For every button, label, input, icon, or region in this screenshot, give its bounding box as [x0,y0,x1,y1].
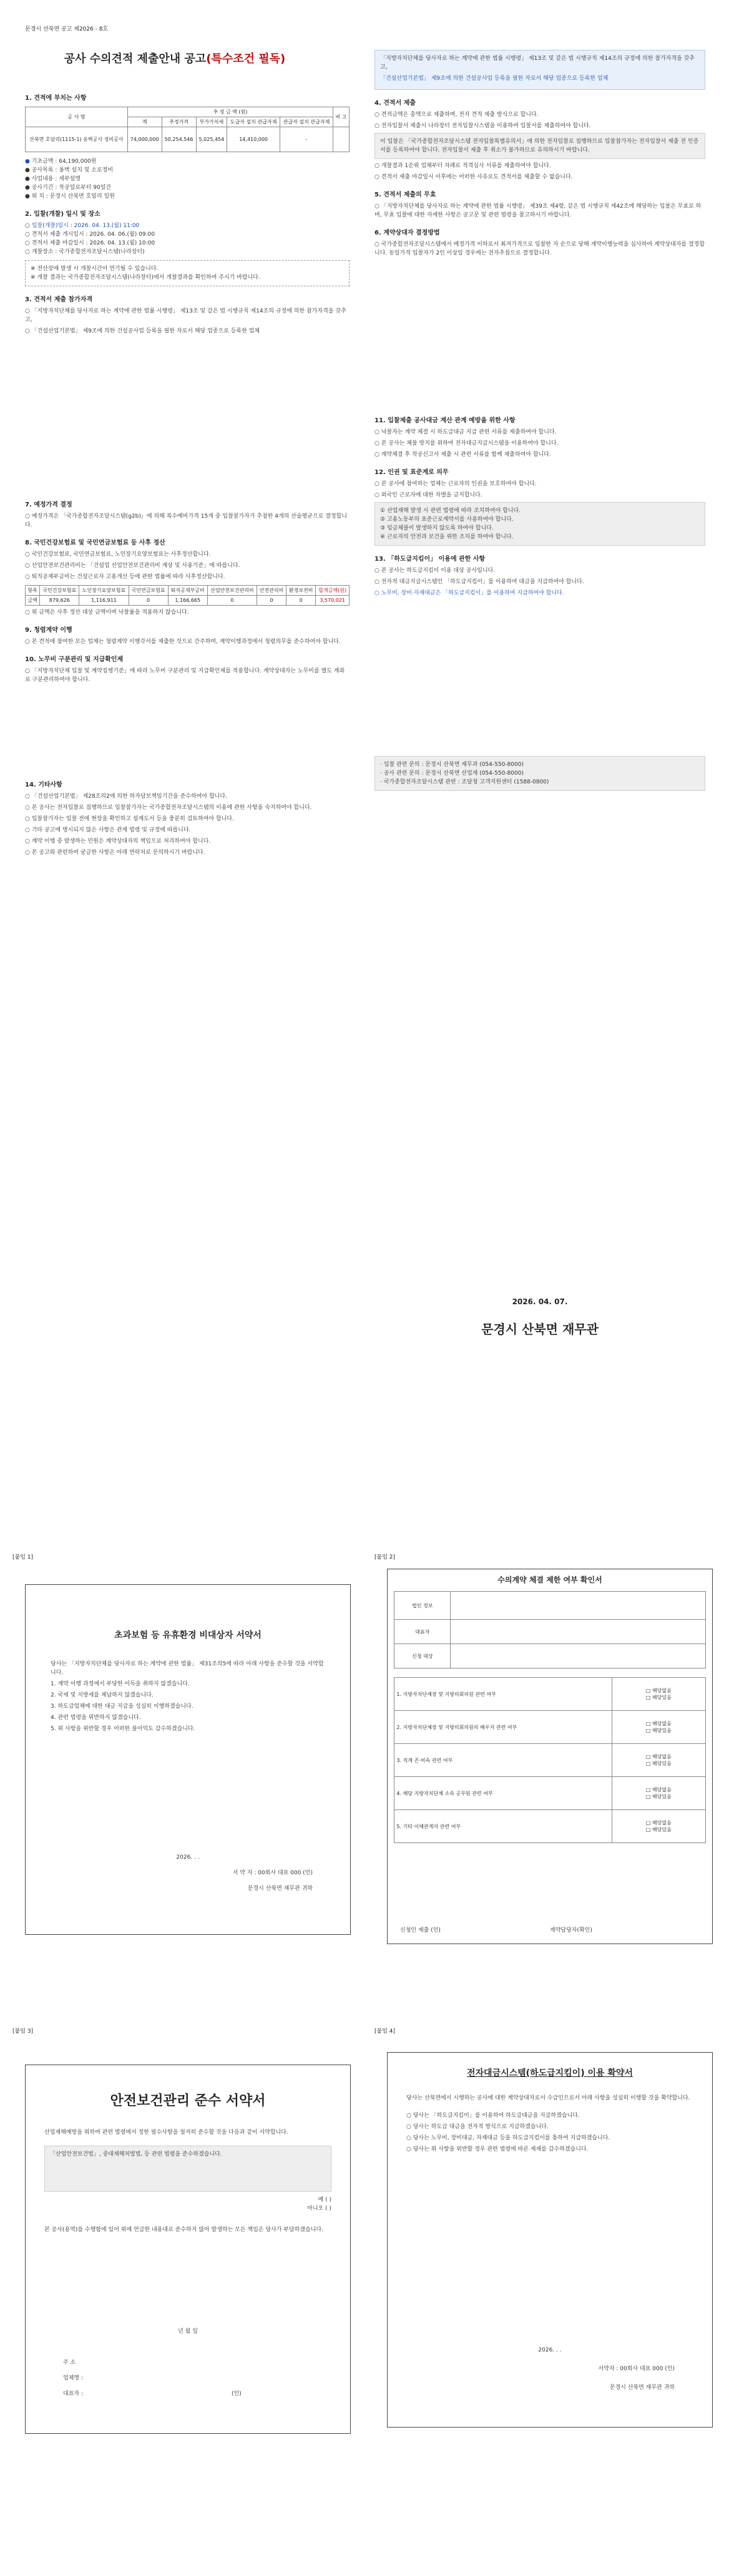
bullet-2: ● 공사목록 : 옹벽 설치 및 소로정비 [25,167,114,173]
th-amount: 추 정 금 액 (원) [127,107,333,117]
section-5-heading: 5. 견적서 제출의 무효 [374,191,436,198]
bullet-3: ● 사업내용 : 세부설명 [25,176,81,182]
section-3-heading: 3. 견적서 제출 참가자격 [25,296,93,303]
th-note: 비 고 [333,107,349,127]
title-main: 공사 수의견적 제출안내 공고 [64,52,207,65]
form4-caption: [붙임 4] [374,2028,395,2035]
section-1-heading: 1. 견적에 부치는 사항 [25,95,87,102]
check-no[interactable]: 아니오 ( ) [307,2206,331,2212]
spacer [25,338,350,500]
bullet-5: ● 위 치 : 문경시 산북면 호암리 일원 [25,193,115,200]
section-12-heading: 12. 인권 및 표준계로 의무 [374,469,449,476]
check-yes[interactable]: 예 ( ) [318,2197,331,2203]
form2-caption: [붙임 2] [374,1554,395,1561]
form3-box: 「산업안전보건법」, 중대재해처벌법, 등 관련 법령을 준수하겠습니다. [44,2146,331,2192]
section-8-heading: 8. 국민건강보험료 및 국민연금보험료 등 사후 정산 [25,540,165,546]
form1-caption: [붙임 1] [12,1554,33,1561]
form3-title: 안전보건관리 준수 서약서 [110,2093,266,2109]
section-9-heading: 9. 청렴계약 이행 [25,627,72,634]
form2-info-table: 법인 정보 대표자 신청 대상 [394,1591,705,1668]
labor-box: ① 산업재해 발생 시 관련 법령에 따라 조치하여야 합니다. ② 고용노동부의 표준근로계약서를 사용하여야 합니다. ③ 임금체불이 발생하지 않도록 하여야 합니다. ④ 근로자의 안전과 보건을 위한 조치를 하여야 합니다. [374,502,705,546]
estimate-table: 공 사 명 추 정 금 액 (원) 비 고 계 추정가격 부가가치세 도급자 설치 관급자재 관급자 설치 관급자재 산북면 호암리(1115-1) 옹벽공사 정비공사 74,000,000 50,254,546 5,025,454 14,410,000 - [25,107,350,152]
footer-date: 2026. 04. 07. [512,1297,568,1306]
form4-panel: 전자대금시스템(하도급지킴이) 이용 확약서 당사는 산북면에서 시행하는 공사에 대한 계약상대자로서 수급인으로서 아래 사항을 성실히 이행할 것을 확약합니다. ○ 당사는 「하도급지킴이」를 이용하여 하도급대금을 지급하겠습니다. ○ 당사는 하도급 대금을 전자적 방식으로 지급하겠습니다. ○ 당사는 노무비, 장비대금, 자재대금 등을 하도급지킴이를 통하여 지급하겠습니다. ○ 당사는 위 사항을 위반할 경우 관련 법령에 따른 제재를 감수하겠습니다. 2026. . . 서약자 : 00회사 대표 000 (인) 문경시 산북면 재무관 귀하 [387,2052,713,2428]
document-title [0,50,350,66]
section-2-heading: 2. 입찰(개찰) 일시 및 장소 [25,211,100,218]
bullet-1: ● 기초금액 : 64,190,000원 [25,158,97,165]
document-id: 문경시 산북면 공고 제2026 - 8호 [25,26,109,32]
section-13-heading: 13. 「하도급지킴이」 이용에 관한 사항 [374,556,486,563]
form2-panel: 수의계약 체결 제한 여부 확인서 법인 정보 대표자 신청 대상 1. 지방자치단체장 및 지방의회의원 관련 여부 □ 해당없음 □ 해당있음 2. 지방자치단체장 및 지방의회의원의 배우자 관련 여부 □ 해당없음 □ 해당있음 3. 직계 존·비속 관련 여부 □ 해당없음 □ 해당있음 4. 해당 지방자치단체 소속 공무원 관련 여부 □ 해당없음 □ 해당있음 5. 기타 이해관계자 관련 여부 □ 해당없음 □ 해당있음 신청인 제출 (인) 계약담당자(확인) [387,1569,713,1944]
section-4-heading: 4. 견적서 제출 [374,100,416,107]
form2-title: 수의계약 체결 제한 여부 확인서 [497,1576,602,1584]
td-project-name: 산북면 호암리(1115-1) 옹벽공사 정비공사 [26,127,128,152]
form1-panel: 초과보험 등 유휴환경 비대상자 서약서 당사는 「지방자치단체를 당사자로 하는 계약에 관한 법률」 제31조의5에 따라 아래 사항을 준수할 것을 서약합니다. 1. 계약 이행 과정에서 부당한 이득을 취하지 않겠습니다. 2. 국세 및 지방세를 체납하지 않겠습니다. 3. 하도급업체에 대한 대금 지급을 성실히 이행하겠습니다. 4. 관련 법령을 위반하지 않겠습니다. 5. 위 사항을 위반할 경우 어떠한 불이익도 감수하겠습니다. 2026. . . 서 약 자 : 00회사 대표 000 (인) 문경시 산북면 재무관 귀하 [25,1584,351,1935]
th-project: 공 사 명 [26,107,128,127]
insurance-table: 항목 국민건강보험료 노인장기요양보험료 국민연금보험료 퇴직공제부금비 산업안전보건관리비 안전관리비 환경보전비 합계금액(원) 금액 879,626 1,116,911 0 1,166,665 0 0 0 3,570,021 [25,585,350,606]
bullet-4: ● 공사기간 : 착공일로부터 90일간 [25,185,112,191]
form3-panel: 안전보건관리 준수 서약서 산업재해예방을 위하여 관련 법령에서 정한 필수사항을 철저히 준수할 것을 다음과 같이 서약합니다. 「산업안전보건법」, 중대재해처벌법, 등 관련 법령을 준수하겠습니다. 예 ( ) 아니오 ( ) 본 공사(용역)를 수행함에 있어 위에 언급한 내용대로 준수하지 않아 발생하는 모든 책임은 당사가 부담하겠습니다. 년 월 일 주 소 업체명 : 대표자 : (인) [25,2065,351,2434]
section-10-heading: 10. 노무비 구분관리 및 지급확인제 [25,656,124,663]
section-14-heading: 14. 기타사항 [25,782,62,788]
form1-title: 초과보험 등 유휴환경 비대상자 서약서 [114,1630,262,1640]
form3-caption: [붙임 3] [12,2028,33,2035]
right-column: 「지방자치단체를 당사자로 하는 계약에 관한 법률 시행령」 제13조 및 같은 법 시행규칙 제14조의 규정에 의한 참가자격을 갖추고, 「건설산업기본법」 제9조에 의한 건설공사업 등록을 필한 자로서 해당 업종으로 등록한 업체 4. 견적서 제출 ○ 견적금액은 총액으로 제출하며, 전자 견적 제출 방식으로 합니다. ○ 전자입찰서 제출시 나라장터 전자입찰시스템을 이용하여 입찰서를 제출하여야 합니다. 이 입찰은 「국가종합전자조달시스템 전자입찰특별유의서」에 의한 전자입찰로 집행하므로 입찰참가자는 전자입찰서 제출 전 인증서를 등록하여야 합니다. 전자입찰서 제출 후 취소가 불가하므로 유의하시기 바랍니다. ○ 개찰결과 1순위 업체부터 차례로 적격심사 서류를 제출하여야 합니다. ○ 견적서 제출 마감일시 이후에는 어떠한 사유로도 견적서를 제출할 수 없습니다. 5. 견적서 제출의 무효 ○ 「지방자치단체를 당사자로 하는 계약에 관한 법률 시행령」 제39조 제4항, 같은 법 시행규칙 제42조에 해당하는 입찰은 무효로 하며, 무효 입찰에 대한 자세한 사항은 공고문 및 관련 법령을 참고하시기 바랍니다. 6. 계약상대자 결정방법 ○ 국가종합전자조달시스템에서 예정가격 이하로서 최저가격으로 입찰한 자 순으로 당해 계약이행능력을 심사하여 계약상대자를 결정합니다. 동일가격 입찰자가 2인 이상일 경우에는 전자추첨으로 결정합니다. 11. 입찰제출 공사대금 계산 관계 예방을 위한 사항 ○ 낙찰자는 계약 체결 시 하도급대금 지급 관련 서류를 제출하여야 합니다. ○ 본 공사는 체불 방지를 위하여 전자대금지급시스템을 이용하여야 합니다. ○ 계약체결 후 착공신고서 제출 시 관련 서류를 함께 제출하여야 합니다. 12. 인권 및 표준계로 의무 ○ 본 공사에 참여하는 업체는 근로자의 인권을 보호하여야 합니다. ○ 외국인 근로자에 대한 차별을 금지합니다. ① 산업재해 발생 시 관련 법령에 따라 조치하여야 합니다. ② 고용노동부의 표준근로계약서를 사용하여야 합니다. ③ 임금체불이 발생하지 않도록 하여야 합니다. ④ 근로자의 안전과 보건을 위한 조치를 하여야 합니다. 13. 「하도급지킴이」 이용에 관한 사항 ○ 본 공사는 하도급지킴이 이용 대상 공사입니다. ○ 전자적 대금지급시스템인 「하도급지킴이」를 이용하여 대금을 지급하여야 합니다. ○ 노무비, 장비·자재대금은 「하도급지킴이」를 이용하여 지급하여야 합니다. · 입찰 관련 문의 : 문경시 산북면 재무과 (054-550-8000) · 공사 관련 문의 : 문경시 산북면 산업계 (054-550-8000) · 국가종합전자조달시스템 관련 : 조달청 고객지원센터 (1588-0800) 2026. 04. 07. 문경시 산북면 재무관 [374,25,705,791]
e-bid-box: 이 입찰은 「국가종합전자조달시스템 전자입찰특별유의서」에 의한 전자입찰로 집행하므로 입찰참가자는 전자입찰서 제출 전 인증서를 등록하여야 합니다. 전자입찰서 제출 후 취소가 불가하므로 유의하시기 바랍니다. [374,133,705,159]
info-box-blue: 「지방자치단체를 당사자로 하는 계약에 관한 법률 시행령」 제13조 및 같은 법 시행규칙 제14조의 규정에 의한 참가자격을 갖추고, 「건설산업기본법」 제9조에 의한 건설공사업 등록을 필한 자로서 해당 업종으로 등록한 업체 [374,50,705,90]
form2-check-table: 1. 지방자치단체장 및 지방의회의원 관련 여부 □ 해당없음 □ 해당있음 2. 지방자치단체장 및 지방의회의원의 배우자 관련 여부 □ 해당없음 □ 해당있음 3. 직계 존·비속 관련 여부 □ 해당없음 □ 해당있음 4. 해당 지방자치단체 소속 공무원 관련 여부 □ 해당없음 □ 해당있음 5. 기타 이해관계자 관련 여부 □ 해당없음 □ 해당있음 [394,1677,705,1843]
form4-title: 전자대금시스템(하도급지킴이) 이용 확약서 [467,2068,633,2078]
notice-box: ※ 전산장애 발생 시 개찰시간이 연기될 수 있습니다. ※ 개찰 결과는 국가종합전자조달시스템(나라장터)에서 개찰결과를 확인하여 주시기 바랍니다. [25,260,350,286]
section-6-heading: 6. 계약상대자 결정방법 [374,230,440,236]
footer-issuer: 문경시 산북면 재무관 [481,1322,599,1337]
section-11-heading: 11. 입찰제출 공사대금 계산 관계 예방을 위한 사항 [374,417,516,424]
section-7-heading: 7. 예정가격 결정 [25,501,72,508]
contact-box: · 입찰 관련 문의 : 문경시 산북면 재무과 (054-550-8000) · 공사 관련 문의 : 문경시 산북면 산업계 (054-550-8000) · 국가종합전자조달시스템 관련 : 조달청 고객지원센터 (1588-0800) [374,756,705,791]
title-suffix: (특수조건 필독) [206,52,286,65]
left-column: 1. 견적에 부치는 사항 공 사 명 추 정 금 액 (원) 비 고 계 추정가격 부가가치세 도급자 설치 관급자재 관급자 설치 관급자재 산북면 호암리(1115-1) 옹벽공사 정비공사 74,000,000 50,254,546 5,025,454 14,410,000 - ● 기초금액 : 64,190,000원 ● 공사목록 : 옹벽 설치 및 소로정비 ● 사업내용 : 세부설명 ● 공사기간 : 착공일로부터 90일간 ● 위 치 : 문경시 산북면 호암리 일원 2. 입찰(개찰) 일시 및 장소 ○ 입찰(개찰)일시 : 2026. 04. 13.(월) 11:00 ○ 견적서 제출 개시일시 : 2026. 04. 06.(월) 09:00 ○ 견적서 제출 마감일시 : 2026. 04. 13.(월) 10:00 ○ 개찰장소 : 국가종합전자조달시스템(나라장터) ※ 전산장애 발생 시 개찰시간이 연기될 수 있습니다. ※ 개찰 결과는 국가종합전자조달시스템(나라장터)에서 개찰결과를 확인하여 주시기 바랍니다. 3. 견적서 제출 참가자격 ○ 「지방자치단체를 당사자로 하는 계약에 관한 법률 시행령」 제13조 및 같은 법 시행규칙 제14조의 규정에 의한 참가자격을 갖추고, ○ 「건설산업기본법」 제9조에 의한 건설공사업 등록을 필한 자로서 해당 업종으로 등록한 업체 7. 예정가격 결정 ○ 예정가격은 「국가종합전자조달시스템(g2b)」에 의해 복수예비가격 15개 중 입찰참가자가 추첨한 4개의 산술평균으로 결정합니다. 8. 국민건강보험료 및 국민연금보험료 등 사후 정산 ○ 국민건강보험료, 국민연금보험료, 노인장기요양보험료는 사후정산합니다. ○ 산업안전보건관리비는 「건설업 산업안전보건관리비 계상 및 사용기준」에 따릅니다. ○ 퇴직공제부금비는 건설근로자 고용개선 등에 관한 법률에 따라 사후정산합니다. 항목 국민건강보험료 노인장기요양보험료 국민연금보험료 퇴직공제부금비 산업안전보건관리비 안전관리비 환경보전비 합계금액(원) 금액 879,626 1,116,911 0 1,166,665 0 0 0 3,570,021 ○ 위 금액은 사후 정산 대상 금액이며 낙찰률을 적용하지 않습니다. 9. 청렴계약 이행 ○ 본 견적에 참여한 모든 업체는 청렴계약 이행각서를 제출한 것으로 간주하며, 계약이행과정에서 청렴의무를 준수하여야 합니다. 10. 노무비 구분관리 및 지급확인제 ○ 「지방자치단체 입찰 및 계약집행기준」에 따라 노무비 구분관리 및 지급확인제를 적용합니다. 계약상대자는 노무비를 별도 계좌로 구분관리하여야 합니다. 14. 기타사항 ○ 「건설산업기본법」 제28조의2에 의한 하자담보책임기간을 준수하여야 합니다. ○ 본 공사는 전자입찰로 집행하므로 입찰참가자는 국가종합전자조달시스템의 이용에 관한 사항을 숙지하여야 합니다. ○ 입찰참가자는 입찰 전에 현장을 확인하고 설계도서 등을 충분히 검토하여야 합니다. ○ 기타 공고에 명시되지 않은 사항은 관계 법령 및 규정에 따릅니다. ○ 계약 이행 중 발생하는 민원은 계약상대자의 책임으로 처리하여야 합니다. ○ 본 공고와 관련하여 궁금한 사항은 아래 연락처로 문의하시기 바랍니다. [25,94,350,859]
